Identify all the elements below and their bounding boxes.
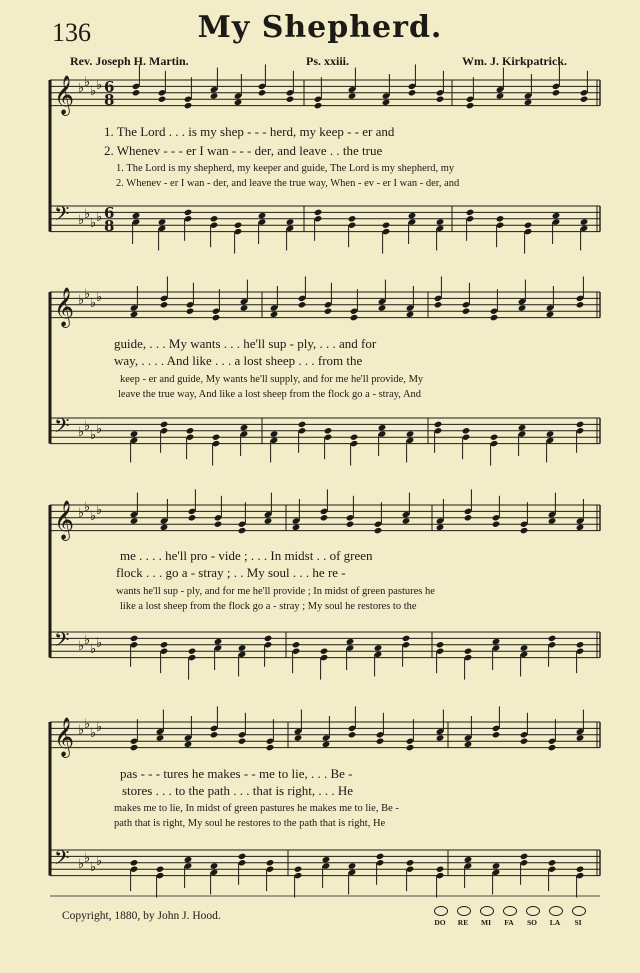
solfege-label: SO <box>526 918 537 927</box>
lyric-verse-1-line: pas - - - tures he makes - - me to lie, . . . Be - <box>120 766 353 781</box>
lyric-lower-verse-2-line: 2. Whenev - er I wan - der, and leave the true way, When - ev - er I wan - der, and <box>116 178 460 189</box>
note-head <box>406 430 415 437</box>
bass-clef-icon: 𝄢 <box>54 628 70 656</box>
note-head <box>520 738 529 745</box>
note-head <box>184 209 193 216</box>
bass-clef-icon: 𝄢 <box>54 846 70 874</box>
note-head <box>348 92 357 99</box>
flat-icon: ♭ <box>84 419 91 434</box>
time-signature-digit: 6 <box>104 204 115 222</box>
note-head <box>576 734 585 741</box>
note-head <box>234 222 243 229</box>
note-head <box>374 527 383 534</box>
shape-note-icon <box>457 906 471 916</box>
note-head <box>376 853 385 860</box>
note-head <box>212 314 221 321</box>
flat-icon: ♭ <box>78 213 85 228</box>
lyric-verse-1-line: guide, . . . My wants . . . he'll sup - ply, . . . and for <box>114 336 377 351</box>
flat-icon: ♭ <box>84 287 91 302</box>
note-head <box>314 102 323 109</box>
note-head <box>576 524 585 531</box>
note-head <box>294 866 303 873</box>
solfege-label: MI <box>481 918 491 927</box>
note-head <box>436 218 445 225</box>
note-head <box>464 648 473 655</box>
note-head <box>156 866 165 873</box>
note-head <box>258 212 267 219</box>
scripture-reference: Ps. xxiii. <box>306 54 350 68</box>
note-head <box>518 304 527 311</box>
shape-note-icon <box>434 906 448 916</box>
flat-icon: ♭ <box>84 851 91 866</box>
note-head <box>184 741 193 748</box>
note-head <box>378 424 387 431</box>
lyric-lower-verse-1-line: wants he'll sup - ply, and for me he'll provide ; In midst of green pastures he <box>116 586 435 597</box>
note-head <box>184 102 193 109</box>
note-head <box>436 734 445 741</box>
note-head <box>374 644 383 651</box>
flat-icon: ♭ <box>78 723 85 738</box>
note-head <box>402 517 411 524</box>
flat-icon: ♭ <box>84 717 91 732</box>
treble-clef-icon: 𝄞 <box>54 75 75 115</box>
note-head <box>492 521 501 528</box>
lyric-lower-verse-1-line: makes me to lie, In midst of green pastures he makes me to lie, Be - <box>114 803 399 814</box>
hymn-title: My Shepherd. <box>197 10 443 45</box>
note-head <box>238 527 247 534</box>
note-head <box>160 301 169 308</box>
note-head <box>132 212 141 219</box>
note-head <box>322 856 331 863</box>
note-head <box>292 641 301 648</box>
note-head <box>258 89 267 96</box>
solfege-label: LA <box>549 918 561 927</box>
lyric-verse-1-line: 1. The Lord . . . is my shep - - - herd, my keep - - er and <box>104 124 395 139</box>
note-head <box>492 731 501 738</box>
flat-icon: ♭ <box>96 854 103 869</box>
note-head <box>158 218 167 225</box>
note-head <box>160 641 169 648</box>
note-head <box>234 99 243 106</box>
flat-icon: ♭ <box>78 425 85 440</box>
note-head <box>520 644 529 651</box>
flat-icon: ♭ <box>96 78 103 93</box>
note-head <box>130 859 139 866</box>
note-head <box>270 430 279 437</box>
note-head <box>238 738 247 745</box>
note-head <box>378 304 387 311</box>
solfege-label: FA <box>504 918 514 927</box>
solfege-label: SI <box>574 918 582 927</box>
note-head <box>212 434 221 441</box>
note-head <box>518 424 527 431</box>
note-head <box>376 738 385 745</box>
note-head <box>520 527 529 534</box>
flat-icon: ♭ <box>90 509 97 524</box>
lyric-verse-2-line: 2. Whenev - - - er I wan - - - der, and leave . . the true <box>104 143 383 158</box>
note-head <box>240 304 249 311</box>
note-head <box>466 102 475 109</box>
note-head <box>160 421 169 428</box>
note-head <box>320 648 329 655</box>
flat-icon: ♭ <box>78 506 85 521</box>
note-head <box>346 521 355 528</box>
note-head <box>132 89 141 96</box>
time-signature-digit: 6 <box>104 78 115 96</box>
note-head <box>496 92 505 99</box>
treble-clef-icon: 𝄞 <box>54 500 75 540</box>
flat-icon: ♭ <box>90 642 97 657</box>
note-head <box>292 524 301 531</box>
note-head <box>158 96 167 103</box>
note-head <box>576 421 585 428</box>
note-head <box>324 427 333 434</box>
note-head <box>214 521 223 528</box>
note-head <box>436 866 445 873</box>
note-head <box>576 866 585 873</box>
flat-icon: ♭ <box>90 216 97 231</box>
time-signature-digit: 8 <box>104 217 115 235</box>
lyric-lower-verse-1-line: 1. The Lord is my shepherd, my keeper and guide, The Lord is my shepherd, my <box>116 163 455 174</box>
flat-icon: ♭ <box>96 720 103 735</box>
flat-icon: ♭ <box>90 726 97 741</box>
bass-clef-icon: 𝄢 <box>54 202 70 230</box>
note-head <box>322 741 331 748</box>
note-head <box>434 301 443 308</box>
note-head <box>382 222 391 229</box>
note-head <box>548 517 557 524</box>
shape-note-icon <box>549 906 563 916</box>
note-head <box>552 89 561 96</box>
flat-icon: ♭ <box>90 428 97 443</box>
flat-icon: ♭ <box>90 296 97 311</box>
note-head <box>548 859 557 866</box>
note-head <box>496 215 505 222</box>
note-head <box>210 731 219 738</box>
flat-icon: ♭ <box>96 290 103 305</box>
note-head <box>188 514 197 521</box>
note-head <box>462 308 471 315</box>
solfege-label: RE <box>457 918 469 927</box>
note-head <box>466 209 475 216</box>
note-head <box>580 96 589 103</box>
flat-icon: ♭ <box>96 503 103 518</box>
note-head <box>348 731 357 738</box>
flat-icon: ♭ <box>78 857 85 872</box>
note-head <box>490 434 499 441</box>
note-head <box>546 430 555 437</box>
lyric-verse-2-line: stores . . . to the path . . . that is right, . . . He <box>122 783 354 798</box>
note-head <box>552 212 561 219</box>
note-head <box>238 853 247 860</box>
note-head <box>286 96 295 103</box>
note-head <box>130 430 139 437</box>
flat-icon: ♭ <box>90 860 97 875</box>
lyric-lower-verse-2-line: like a lost sheep from the flock go a - stray ; My soul he restores to the <box>120 601 417 612</box>
lyric-lower-verse-2-line: path that is right, My soul he restores to the path that is right, He <box>114 818 386 829</box>
note-head <box>210 215 219 222</box>
note-head <box>524 222 533 229</box>
shape-note-icon <box>526 906 540 916</box>
lyricist-credit: Rev. Joseph H. Martin. <box>70 54 189 68</box>
note-head <box>524 99 533 106</box>
flat-icon: ♭ <box>84 207 91 222</box>
lyric-verse-2-line: way, . . . . And like . . . a lost sheep . . . from the <box>114 353 363 368</box>
flat-icon: ♭ <box>96 422 103 437</box>
note-head <box>490 314 499 321</box>
treble-clef-icon: 𝄞 <box>54 717 75 757</box>
note-head <box>298 301 307 308</box>
note-head <box>580 218 589 225</box>
note-head <box>238 644 247 651</box>
lyric-verse-1-line: me . . . . he'll pro - vide ; . . . In midst . . of green <box>120 548 373 563</box>
note-head <box>348 862 357 869</box>
lyric-lower-verse-1-line: keep - er and guide, My wants he'll supply, and for me he'll provide, My <box>120 374 424 385</box>
note-head <box>492 638 501 645</box>
note-head <box>434 421 443 428</box>
note-head <box>436 524 445 531</box>
note-head <box>156 734 165 741</box>
flat-icon: ♭ <box>84 75 91 90</box>
note-head <box>270 311 279 318</box>
note-head <box>160 524 169 531</box>
flat-icon: ♭ <box>90 84 97 99</box>
note-head <box>266 859 275 866</box>
note-head <box>298 421 307 428</box>
note-head <box>382 99 391 106</box>
flat-icon: ♭ <box>84 633 91 648</box>
note-head <box>240 424 249 431</box>
note-head <box>402 635 411 642</box>
note-head <box>184 856 193 863</box>
flat-icon: ♭ <box>84 500 91 515</box>
composer-credit: Wm. J. Kirkpatrick. <box>462 54 567 68</box>
copyright-notice: Copyright, 1880, by John J. Hood. <box>62 910 221 922</box>
treble-clef-icon: 𝄞 <box>54 287 75 327</box>
note-head <box>320 514 329 521</box>
note-head <box>314 209 323 216</box>
note-head <box>576 641 585 648</box>
note-head <box>492 862 501 869</box>
note-head <box>548 744 557 751</box>
note-head <box>462 427 471 434</box>
note-head <box>408 89 417 96</box>
note-head <box>350 434 359 441</box>
note-head <box>264 635 273 642</box>
lyric-lower-verse-2-line: leave the true way, And like a lost sheep from the flock go a - stray, And <box>118 389 422 400</box>
note-head <box>130 744 139 751</box>
note-head <box>464 741 473 748</box>
note-head <box>546 311 555 318</box>
flat-icon: ♭ <box>96 636 103 651</box>
time-signature-digit: 8 <box>104 91 115 109</box>
note-head <box>210 862 219 869</box>
shape-note-icon <box>480 906 494 916</box>
note-head <box>548 635 557 642</box>
note-head <box>350 314 359 321</box>
note-head <box>264 517 273 524</box>
flat-icon: ♭ <box>96 210 103 225</box>
bass-clef-icon: 𝄢 <box>54 414 70 442</box>
note-head <box>406 744 415 751</box>
flat-icon: ♭ <box>78 81 85 96</box>
note-head <box>464 856 473 863</box>
note-head <box>576 301 585 308</box>
note-head <box>130 517 139 524</box>
lyric-verse-2-line: flock . . . go a - stray ; . . My soul . . . he re - <box>116 565 346 580</box>
note-head <box>406 311 415 318</box>
note-head <box>294 734 303 741</box>
note-head <box>406 859 415 866</box>
note-head <box>186 308 195 315</box>
solfege-label: DO <box>434 918 446 927</box>
flat-icon: ♭ <box>78 293 85 308</box>
note-head <box>188 648 197 655</box>
note-head <box>130 635 139 642</box>
note-head <box>324 308 333 315</box>
note-head <box>186 427 195 434</box>
note-head <box>408 212 417 219</box>
note-head <box>210 92 219 99</box>
note-head <box>130 311 139 318</box>
note-head <box>464 514 473 521</box>
note-head <box>214 638 223 645</box>
note-head <box>346 638 355 645</box>
note-head <box>436 96 445 103</box>
note-head <box>286 218 295 225</box>
shape-note-icon <box>572 906 586 916</box>
page-number: 136 <box>52 18 91 47</box>
solfege-legend <box>430 904 590 934</box>
shape-note-icon <box>503 906 517 916</box>
flat-icon: ♭ <box>78 639 85 654</box>
note-head <box>348 215 357 222</box>
note-head <box>436 641 445 648</box>
note-head <box>520 853 529 860</box>
note-head <box>266 744 275 751</box>
